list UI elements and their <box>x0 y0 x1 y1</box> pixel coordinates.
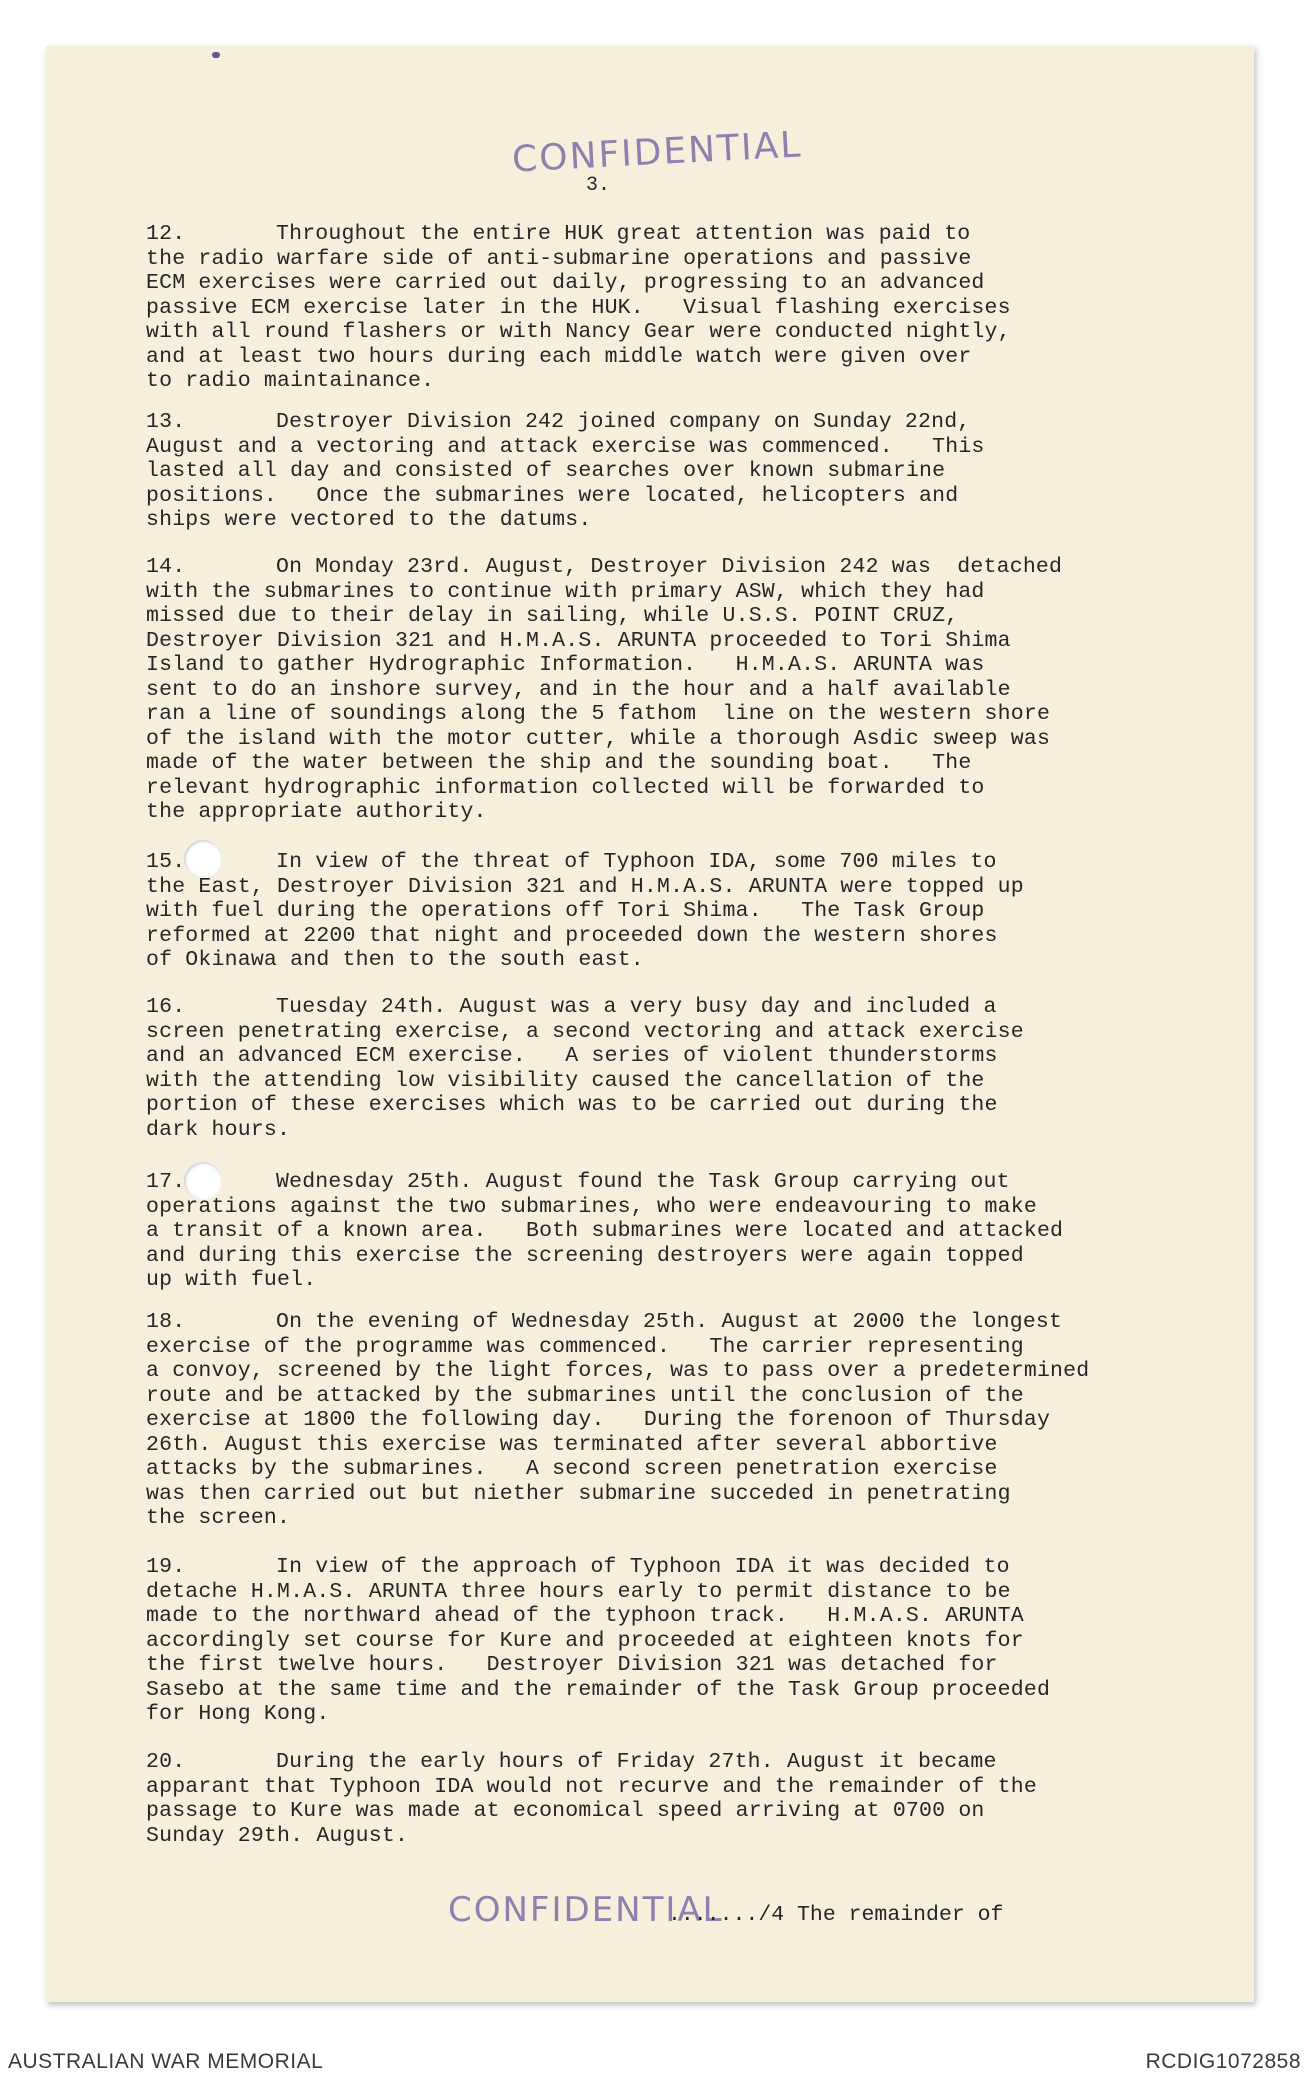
footer-record-id: RCDIG1072858 <box>1145 2050 1301 2073</box>
paragraph-line <box>146 899 1216 924</box>
paragraph-text: a convoy, screened by the light forces, was to pass over a predetermined <box>146 1359 1090 1383</box>
paragraph-line <box>146 247 1216 272</box>
confidential-stamp-top: CONFIDENTIAL <box>511 124 804 181</box>
paragraph-line <box>146 1506 1216 1531</box>
paragraph-line <box>146 1799 1216 1824</box>
paragraph-line <box>146 1118 1216 1143</box>
paragraph-number: 16. <box>146 995 186 1019</box>
paragraph-line <box>146 345 1216 370</box>
paragraph-text: and an advanced ECM exercise. A series of violent thunderstorms <box>146 1044 998 1068</box>
paragraph-text: Sunday 29th. August. <box>146 1823 409 1848</box>
paragraph-text: During the early hours of Friday 27th. August it became <box>276 1750 997 1774</box>
paragraph-text: August and a vectoring and attack exercise was commenced. This <box>146 434 985 459</box>
paragraph-text: Tuesday 24th. August was a very busy day and included a <box>276 995 997 1019</box>
paragraph-text: passive ECM exercise later in the HUK. Visual flashing exercises <box>146 295 1011 320</box>
paragraph-line <box>146 1408 1216 1433</box>
paragraph-19 <box>146 1555 1216 1727</box>
paragraph-text: Wednesday 25th. August found the Task Group carrying out <box>276 1170 1010 1194</box>
paragraph-number: 15. <box>146 850 186 874</box>
paragraph-line <box>146 727 1216 752</box>
paragraph-text: apparant that Typhoon IDA would not recurve and the remainder of the <box>146 1774 1037 1799</box>
paragraph-line <box>146 1244 1216 1269</box>
paragraph-text: with the attending low visibility caused the cancellation of the <box>146 1068 985 1093</box>
paragraph-text: operations against the two submarines, who were endeavouring to make <box>146 1194 1037 1219</box>
paragraph-text: the radio warfare side of anti-submarine operations and passive <box>146 246 972 271</box>
paragraph-line <box>146 948 1216 973</box>
paragraph-line <box>146 459 1216 484</box>
paragraph-line <box>146 629 1216 654</box>
paragraph-line <box>146 702 1216 727</box>
paragraph-line <box>146 875 1216 900</box>
paragraph-line <box>146 678 1216 703</box>
paragraph-line <box>146 1384 1216 1409</box>
paragraph-text: exercise at 1800 the following day. During the forenoon of Thursday <box>146 1408 1051 1432</box>
paragraph-line <box>146 1678 1216 1703</box>
paragraph-15 <box>146 850 1216 973</box>
paragraph-line <box>146 1653 1216 1678</box>
paragraph-line <box>146 1433 1216 1458</box>
paragraph-line <box>146 1044 1216 1069</box>
paragraph-text: the appropriate authority. <box>146 800 487 824</box>
paragraph-text: In view of the approach of Typhoon IDA it was decided to <box>276 1555 1010 1579</box>
paragraph-text: Destroyer Division 321 and H.M.A.S. ARUNTA proceeded to Tori Shima <box>146 628 1011 653</box>
paragraph-text: made to the northward ahead of the typhoon track. H.M.A.S. ARUNTA <box>146 1604 1024 1628</box>
paragraph-text: up with fuel. <box>146 1268 317 1292</box>
paragraph-text: attacks by the submarines. A second screen penetration exercise <box>146 1457 998 1481</box>
paragraph-18 <box>146 1310 1216 1531</box>
paragraph-text: Throughout the entire HUK great attention was paid to <box>276 222 971 246</box>
paragraph-text: route and be attacked by the submarines until the conclusion of the <box>146 1383 1024 1408</box>
paragraph-text: In view of the threat of Typhoon IDA, some 700 miles to <box>276 850 997 874</box>
page-number: 3. <box>586 174 611 197</box>
paragraph-text: On Monday 23rd. August, Destroyer Division 242 was detached <box>276 555 1063 579</box>
ink-mark <box>212 52 220 58</box>
paragraph-line <box>146 369 1216 394</box>
paragraph-text: of Okinawa and then to the south east. <box>146 948 644 972</box>
paragraph-line <box>146 776 1216 801</box>
paragraph-text: 26th. August this exercise was terminated after several abbortive <box>146 1432 998 1457</box>
paragraph-text: for Hong Kong. <box>146 1702 330 1726</box>
paragraph-line <box>146 1219 1216 1244</box>
paragraph-number: 17. <box>146 1170 186 1194</box>
paragraph-line <box>146 1482 1216 1507</box>
paragraph-text: missed due to their delay in sailing, while U.S.S. POINT CRUZ, <box>146 604 959 628</box>
paragraph-16 <box>146 995 1216 1142</box>
paragraph-line <box>146 580 1216 605</box>
paragraph-number: 18. <box>146 1310 186 1334</box>
paragraph-text: and during this exercise the screening destroyers were again topped <box>146 1243 1024 1268</box>
paragraph-number: 14. <box>146 555 186 579</box>
paragraph-number: 13. <box>146 410 186 434</box>
continuation-line: ......./4 The remainder of <box>668 1903 1004 1927</box>
paragraph-text: exercise of the programme was commenced. The carrier representing <box>146 1334 1024 1359</box>
paragraph-line <box>146 1335 1216 1360</box>
paragraph-line <box>146 1170 1216 1195</box>
paragraph-text: a transit of a known area. Both submarines were located and attacked <box>146 1219 1064 1243</box>
paragraph-text: relevant hydrographic information collected will be forwarded to <box>146 775 985 800</box>
paragraph-line <box>146 1555 1216 1580</box>
paragraph-line <box>146 222 1216 247</box>
paragraph-line <box>146 410 1216 435</box>
footer-archive-name: AUSTRALIAN WAR MEMORIAL <box>8 2050 324 2073</box>
paragraph-text: ran a line of soundings along the 5 fathom line on the western shore <box>146 702 1051 726</box>
paragraph-line <box>146 271 1216 296</box>
paragraph-line <box>146 555 1216 580</box>
paragraph-line <box>146 604 1216 629</box>
paragraph-text: and at least two hours during each middle watch were given over <box>146 344 972 369</box>
paragraph-line <box>146 800 1216 825</box>
paragraph-line <box>146 435 1216 460</box>
paragraph-number: 12. <box>146 222 186 246</box>
paragraph-14 <box>146 555 1216 825</box>
paragraph-text: accordingly set course for Kure and proceeded at eighteen knots for <box>146 1628 1024 1653</box>
paragraph-text: dark hours. <box>146 1117 291 1142</box>
paragraph-line <box>146 508 1216 533</box>
paragraph-line <box>146 1580 1216 1605</box>
paragraph-text: screen penetrating exercise, a second vectoring and attack exercise <box>146 1019 1024 1044</box>
paragraph-line <box>146 751 1216 776</box>
paragraph-line <box>146 1629 1216 1654</box>
paragraph-text: positions. Once the submarines were located, helicopters and <box>146 483 959 508</box>
paragraph-line <box>146 1069 1216 1094</box>
paragraph-line <box>146 1604 1216 1629</box>
paragraph-line <box>146 484 1216 509</box>
paragraph-line <box>146 1093 1216 1118</box>
paragraph-text: with fuel during the operations off Tori Shima. The Task Group <box>146 899 985 923</box>
paragraph-text: lasted all day and consisted of searches over known submarine <box>146 459 946 483</box>
paragraph-13 <box>146 410 1216 533</box>
paragraph-text: ECM exercises were carried out daily, progressing to an advanced <box>146 271 985 295</box>
paragraph-text: Sasebo at the same time and the remainder of the Task Group proceeded <box>146 1677 1051 1702</box>
paragraph-text: with all round flashers or with Nancy Gear were conducted nightly, <box>146 320 1011 344</box>
paragraph-text: detache H.M.A.S. ARUNTA three hours early to permit distance to be <box>146 1579 1011 1604</box>
paragraph-text: Destroyer Division 242 joined company on Sunday 22nd, <box>276 410 971 434</box>
paragraph-text: the East, Destroyer Division 321 and H.M.A.S. ARUNTA were topped up <box>146 874 1024 899</box>
confidential-stamp-bottom: CONFIDENTIAL <box>448 1890 724 1930</box>
paragraph-line <box>146 850 1216 875</box>
paragraph-line <box>146 1020 1216 1045</box>
paragraph-line <box>146 924 1216 949</box>
paragraph-text: On the evening of Wednesday 25th. August at 2000 the longest <box>276 1310 1063 1334</box>
paragraph-line <box>146 1702 1216 1727</box>
paragraph-text: the screen. <box>146 1506 291 1530</box>
paragraph-line <box>146 653 1216 678</box>
paragraph-line <box>146 1195 1216 1220</box>
paragraph-20 <box>146 1750 1216 1848</box>
paragraph-line <box>146 1457 1216 1482</box>
paragraph-text: of the island with the motor cutter, while a thorough Asdic sweep was <box>146 726 1051 751</box>
paragraph-number: 20. <box>146 1750 186 1774</box>
paragraph-text: ships were vectored to the datums. <box>146 508 592 532</box>
paragraph-text: reformed at 2200 that night and proceeded down the western shores <box>146 923 998 948</box>
paragraph-line <box>146 1359 1216 1384</box>
paragraph-text: made of the water between the ship and the sounding boat. The <box>146 751 972 775</box>
paragraph-17 <box>146 1170 1216 1293</box>
paragraph-text: to radio maintainance. <box>146 369 435 393</box>
paragraph-number: 19. <box>146 1555 186 1579</box>
paragraph-line <box>146 320 1216 345</box>
paragraph-text: Island to gather Hydrographic Information. H.M.A.S. ARUNTA was <box>146 653 985 677</box>
paragraph-text: the first twelve hours. Destroyer Division 321 was detached for <box>146 1653 998 1677</box>
paragraph-12 <box>146 222 1216 394</box>
paragraph-text: passage to Kure was made at economical speed arriving at 0700 on <box>146 1799 985 1823</box>
paragraph-line <box>146 1268 1216 1293</box>
paragraph-line <box>146 1775 1216 1800</box>
paragraph-line <box>146 1750 1216 1775</box>
paragraph-line <box>146 995 1216 1020</box>
paragraph-line <box>146 296 1216 321</box>
paragraph-line <box>146 1310 1216 1335</box>
paragraph-text: with the submarines to continue with primary ASW, which they had <box>146 579 985 604</box>
paragraph-text: portion of these exercises which was to be carried out during the <box>146 1093 998 1117</box>
paragraph-text: was then carried out but niether submarine succeded in penetrating <box>146 1481 1011 1506</box>
paragraph-text: sent to do an inshore survey, and in the hour and a half available <box>146 677 1011 702</box>
paragraph-line <box>146 1824 1216 1849</box>
